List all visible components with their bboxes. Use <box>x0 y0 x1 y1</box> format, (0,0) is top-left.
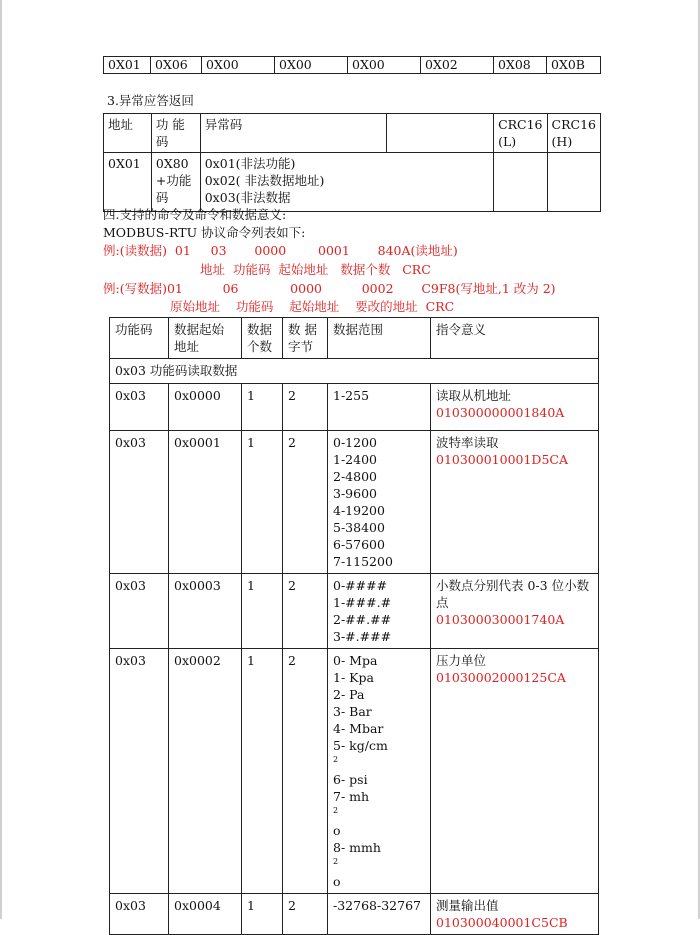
range-line <box>333 839 425 890</box>
range-text: 5- kg/cm <box>333 738 388 753</box>
func-line: 码 <box>155 190 169 205</box>
range-line: 2-##.## <box>333 612 392 627</box>
range-line: 6- psi <box>333 772 368 787</box>
range-cell <box>328 649 431 894</box>
frame-cell: 0X06 <box>151 57 202 74</box>
desc-cell <box>431 894 599 935</box>
range-line: 1-###.# <box>333 595 392 610</box>
header-cell: 地址 <box>104 114 152 153</box>
write-example-line: 例:(写数据)01 06 0000 0002 C9F8(写地址,1 改为 2) <box>103 281 556 296</box>
header-cell: 数据个数 <box>242 318 283 359</box>
desc-text: 测量输出值 <box>436 898 499 913</box>
frame-cell: 0X08 <box>494 57 547 74</box>
table-row <box>104 114 601 153</box>
range-line: 5-38400 <box>333 520 385 535</box>
header-cell: 指令意义 <box>431 318 599 359</box>
func-cell: 0x03 <box>110 894 169 935</box>
range-line: 7-115200 <box>333 554 393 569</box>
desc-text: 小数点分别代表 0-3 位小数点 <box>436 578 590 610</box>
range-line: 1- Kpa <box>333 670 374 685</box>
func-cell <box>151 153 200 212</box>
bytes-cell: 2 <box>283 574 328 649</box>
func-cell: 0x03 <box>110 384 169 431</box>
range-line: 2- Pa <box>333 687 365 702</box>
crc-h-cell <box>547 153 600 212</box>
left-page-edge <box>0 0 2 919</box>
frame-cell: 0X01 <box>104 57 151 74</box>
frame-cell: 0X00 <box>202 57 275 74</box>
code-line: 0x02( 非法数据地址) <box>204 173 325 188</box>
frame-cell: 0X02 <box>421 57 494 74</box>
range-cell <box>328 384 431 431</box>
superscript: 2 <box>333 754 339 764</box>
func-cell: 0x03 <box>110 649 169 894</box>
bytes-cell: 2 <box>283 384 328 431</box>
range-line <box>333 737 425 771</box>
command-table <box>109 317 599 935</box>
codes-cell <box>200 153 493 212</box>
table-row <box>104 57 601 74</box>
superscript: 2 <box>333 856 339 866</box>
range-text: 7- mh <box>333 789 370 804</box>
command-hex: 01030002000125CA <box>436 670 566 685</box>
range-line: 1-2400 <box>333 452 377 467</box>
group-label-cell: 0x03 功能码读取数据 <box>110 359 599 384</box>
bytes-cell: 2 <box>283 649 328 894</box>
range-cell <box>328 894 431 935</box>
table-row <box>110 574 599 649</box>
range-suffix: o <box>333 874 341 889</box>
bytes-cell: 2 <box>283 894 328 935</box>
addr-cell: 0x0003 <box>169 574 242 649</box>
code-line: 0x01(非法功能) <box>204 156 296 171</box>
header-cell <box>386 114 493 153</box>
addr-cell: 0X01 <box>104 153 152 212</box>
read-example-line: 例:(读数据) 01 03 0000 0001 840A(读地址) <box>103 243 458 258</box>
addr-cell: 0x0002 <box>169 649 242 894</box>
frame-cell: 0X00 <box>275 57 348 74</box>
range-line: 0-1200 <box>333 435 377 450</box>
code-line: 0x03(非法数据 <box>204 190 291 205</box>
func-line: 0X80 <box>155 156 189 171</box>
table-row <box>104 153 601 212</box>
bytes-cell: 2 <box>283 431 328 574</box>
superscript: 2 <box>333 805 339 815</box>
exception-table <box>103 113 601 212</box>
range-line <box>333 788 425 839</box>
func-cell: 0x03 <box>110 574 169 649</box>
count-cell: 1 <box>242 649 283 894</box>
header-cell: 数 据字节 <box>283 318 328 359</box>
range-line: 3- Bar <box>333 704 372 719</box>
frame-row-table <box>103 56 601 74</box>
func-line: +功能 <box>155 173 192 188</box>
read-example-legend: 地址 功能码 起始地址 数据个数 CRC <box>200 262 431 277</box>
header-cell: 功 能 码 <box>151 114 200 153</box>
command-hex: 010300000001840A <box>436 405 565 420</box>
crc-l-cell <box>494 153 547 212</box>
range-line: 6-57600 <box>333 537 385 552</box>
addr-cell: 0x0004 <box>169 894 242 935</box>
command-hex: 010300010001D5CA <box>436 452 569 467</box>
desc-cell <box>431 384 599 431</box>
range-line: 3-#.### <box>333 629 392 644</box>
range-line: 4- Mbar <box>333 721 384 736</box>
desc-cell <box>431 431 599 574</box>
range-suffix: o <box>333 823 341 838</box>
header-cell: 数据范围 <box>328 318 431 359</box>
write-example-legend: 原始地址 功能码 起始地址 要改的地址 CRC <box>170 299 455 314</box>
range-line: 1-255 <box>333 388 370 403</box>
range-line: 4-19200 <box>333 503 385 518</box>
header-cell: CRC16 (H) <box>547 114 600 153</box>
func-cell: 0x03 <box>110 431 169 574</box>
header-cell: 功能码 <box>110 318 169 359</box>
range-text: 8- mmh <box>333 840 381 855</box>
desc-cell <box>431 574 599 649</box>
header-cell: 数据起始地址 <box>169 318 242 359</box>
range-line: 0-#### <box>333 578 388 593</box>
addr-cell: 0x0001 <box>169 431 242 574</box>
command-hex: 010300030001740A <box>436 612 565 627</box>
range-cell <box>328 574 431 649</box>
section3-heading: 3.异常应答返回 <box>107 93 194 108</box>
range-line: 2-4800 <box>333 469 377 484</box>
table-row <box>110 894 599 935</box>
addr-cell: 0x0000 <box>169 384 242 431</box>
command-hex: 010300040001C5CB <box>436 915 568 930</box>
table-row <box>110 318 599 359</box>
range-cell <box>328 431 431 574</box>
table-row <box>110 649 599 894</box>
desc-text: 压力单位 <box>436 653 487 668</box>
range-line: 3-9600 <box>333 486 377 501</box>
count-cell: 1 <box>242 894 283 935</box>
header-cell: 异常码 <box>200 114 386 153</box>
range-line: 0- Mpa <box>333 653 378 668</box>
desc-cell <box>431 649 599 894</box>
table-row <box>110 359 599 384</box>
section4-heading: 四.支持的命令及命令和数据意义: <box>103 207 287 222</box>
desc-text: 波特率读取 <box>436 435 499 450</box>
range-line: -32768-32767 <box>333 898 421 913</box>
table-row <box>110 384 599 431</box>
count-cell: 1 <box>242 431 283 574</box>
desc-text: 读取从机地址 <box>436 388 512 403</box>
header-cell: CRC16 (L) <box>494 114 547 153</box>
protocol-intro: MODBUS-RTU 协议命令列表如下: <box>103 225 306 240</box>
frame-cell: 0X0B <box>547 57 601 74</box>
count-cell: 1 <box>242 384 283 431</box>
frame-cell: 0X00 <box>348 57 421 74</box>
count-cell: 1 <box>242 574 283 649</box>
table-row <box>110 431 599 574</box>
